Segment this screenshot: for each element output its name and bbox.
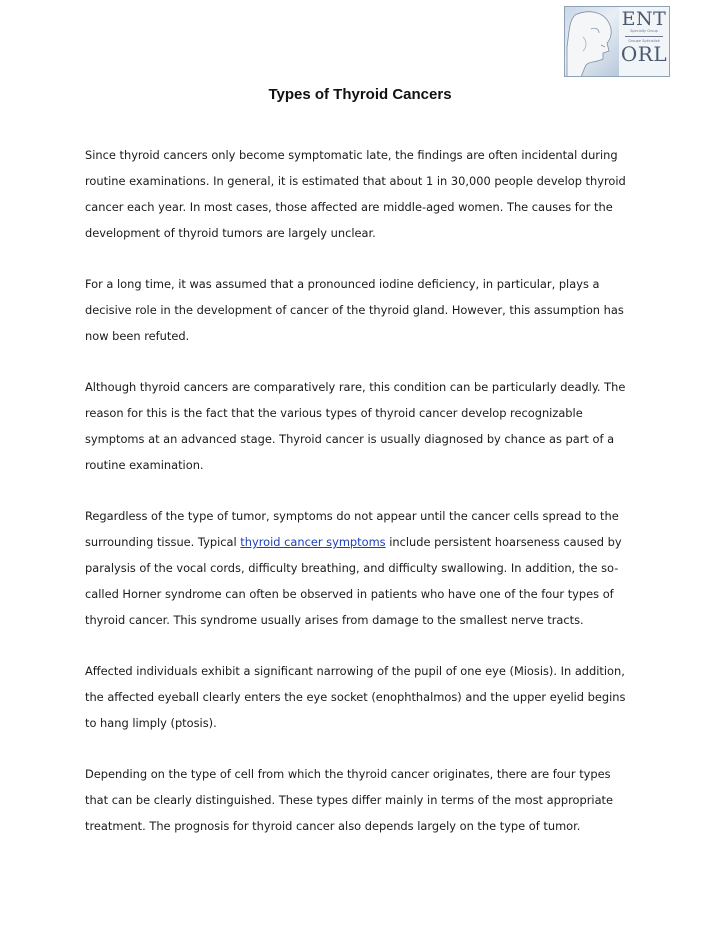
paragraph [85,273,645,351]
text-line: development of thyroid tumors are largely unclear. [85,226,376,240]
text-line: thyroid cancer. This syndrome usually arises from damage to the smallest nerve tracts. [85,613,584,627]
text-line: Although thyroid cancers are comparatively rare, this condition can be particularly deadly. The [85,380,626,394]
paragraph [85,376,645,480]
thyroid-cancer-symptoms-link[interactable]: thyroid cancer symptoms [240,535,386,549]
text-span: surrounding tissue. Typical [85,535,241,549]
text-line: routine examination. [85,458,204,472]
paragraph [85,505,645,635]
logo-orl-text: ORL [620,42,668,66]
logo-subtitle-en: Specialty Group [630,29,658,33]
logo-wordmark [619,7,669,76]
text-line: For a long time, it was assumed that a pronounced iodine deficiency, in particular, plays a [85,277,600,291]
document-body [85,144,645,866]
text-line: Since thyroid cancers only become symptomatic late, the findings are often incidental during [85,148,618,162]
text-line: Affected individuals exhibit a significant narrowing of the pupil of one eye (Miosis). In addition, [85,664,625,678]
text-line: symptoms at an advanced stage. Thyroid cancer is usually diagnosed by chance as part of a [85,432,615,446]
text-line: treatment. The prognosis for thyroid cancer also depends largely on the type of tumor. [85,819,581,833]
page-title: Types of Thyroid Cancers [268,86,452,103]
text-line: the affected eyeball clearly enters the eye socket (enophthalmos) and the upper eyelid begins [85,690,626,704]
text-line: that can be clearly distinguished. These types differ mainly in terms of the most appropriate [85,793,614,807]
text-line: decisive role in the development of cancer of the thyroid gland. However, this assumption has [85,303,624,317]
logo-ent-text: ENT [621,8,667,30]
text-line: reason for this is the fact that the various types of thyroid cancer develop recognizable [85,406,583,420]
ent-orl-logo [564,6,670,77]
text-line: Regardless of the type of tumor, symptoms do not appear until the cancer cells spread to the [85,509,619,523]
text-line: routine examinations. In general, it is estimated that about 1 in 30,000 people develop thyroid [85,174,626,188]
text-line: paralysis of the vocal cords, difficulty breathing, and difficulty swallowing. In addition, the so- [85,561,619,575]
text-line: to hang limply (ptosis). [85,716,217,730]
paragraph [85,763,645,841]
text-line: Depending on the type of cell from which the thyroid cancer originates, there are four types [85,767,611,781]
text-line-with-link [85,531,645,557]
paragraph [85,144,645,248]
text-line: now been refuted. [85,329,190,343]
text-span: include persistent hoarseness caused by [385,535,622,549]
text-line: called Horner syndrome can often be observed in patients who have one of the four types of [85,587,614,601]
logo-divider [625,36,663,37]
paragraph [85,660,645,738]
text-line: cancer each year. In most cases, those affected are middle-aged women. The causes for the [85,200,613,214]
logo-subtitle-fr: Groupe Spécialisé [628,39,660,43]
head-profile-icon [565,7,619,76]
